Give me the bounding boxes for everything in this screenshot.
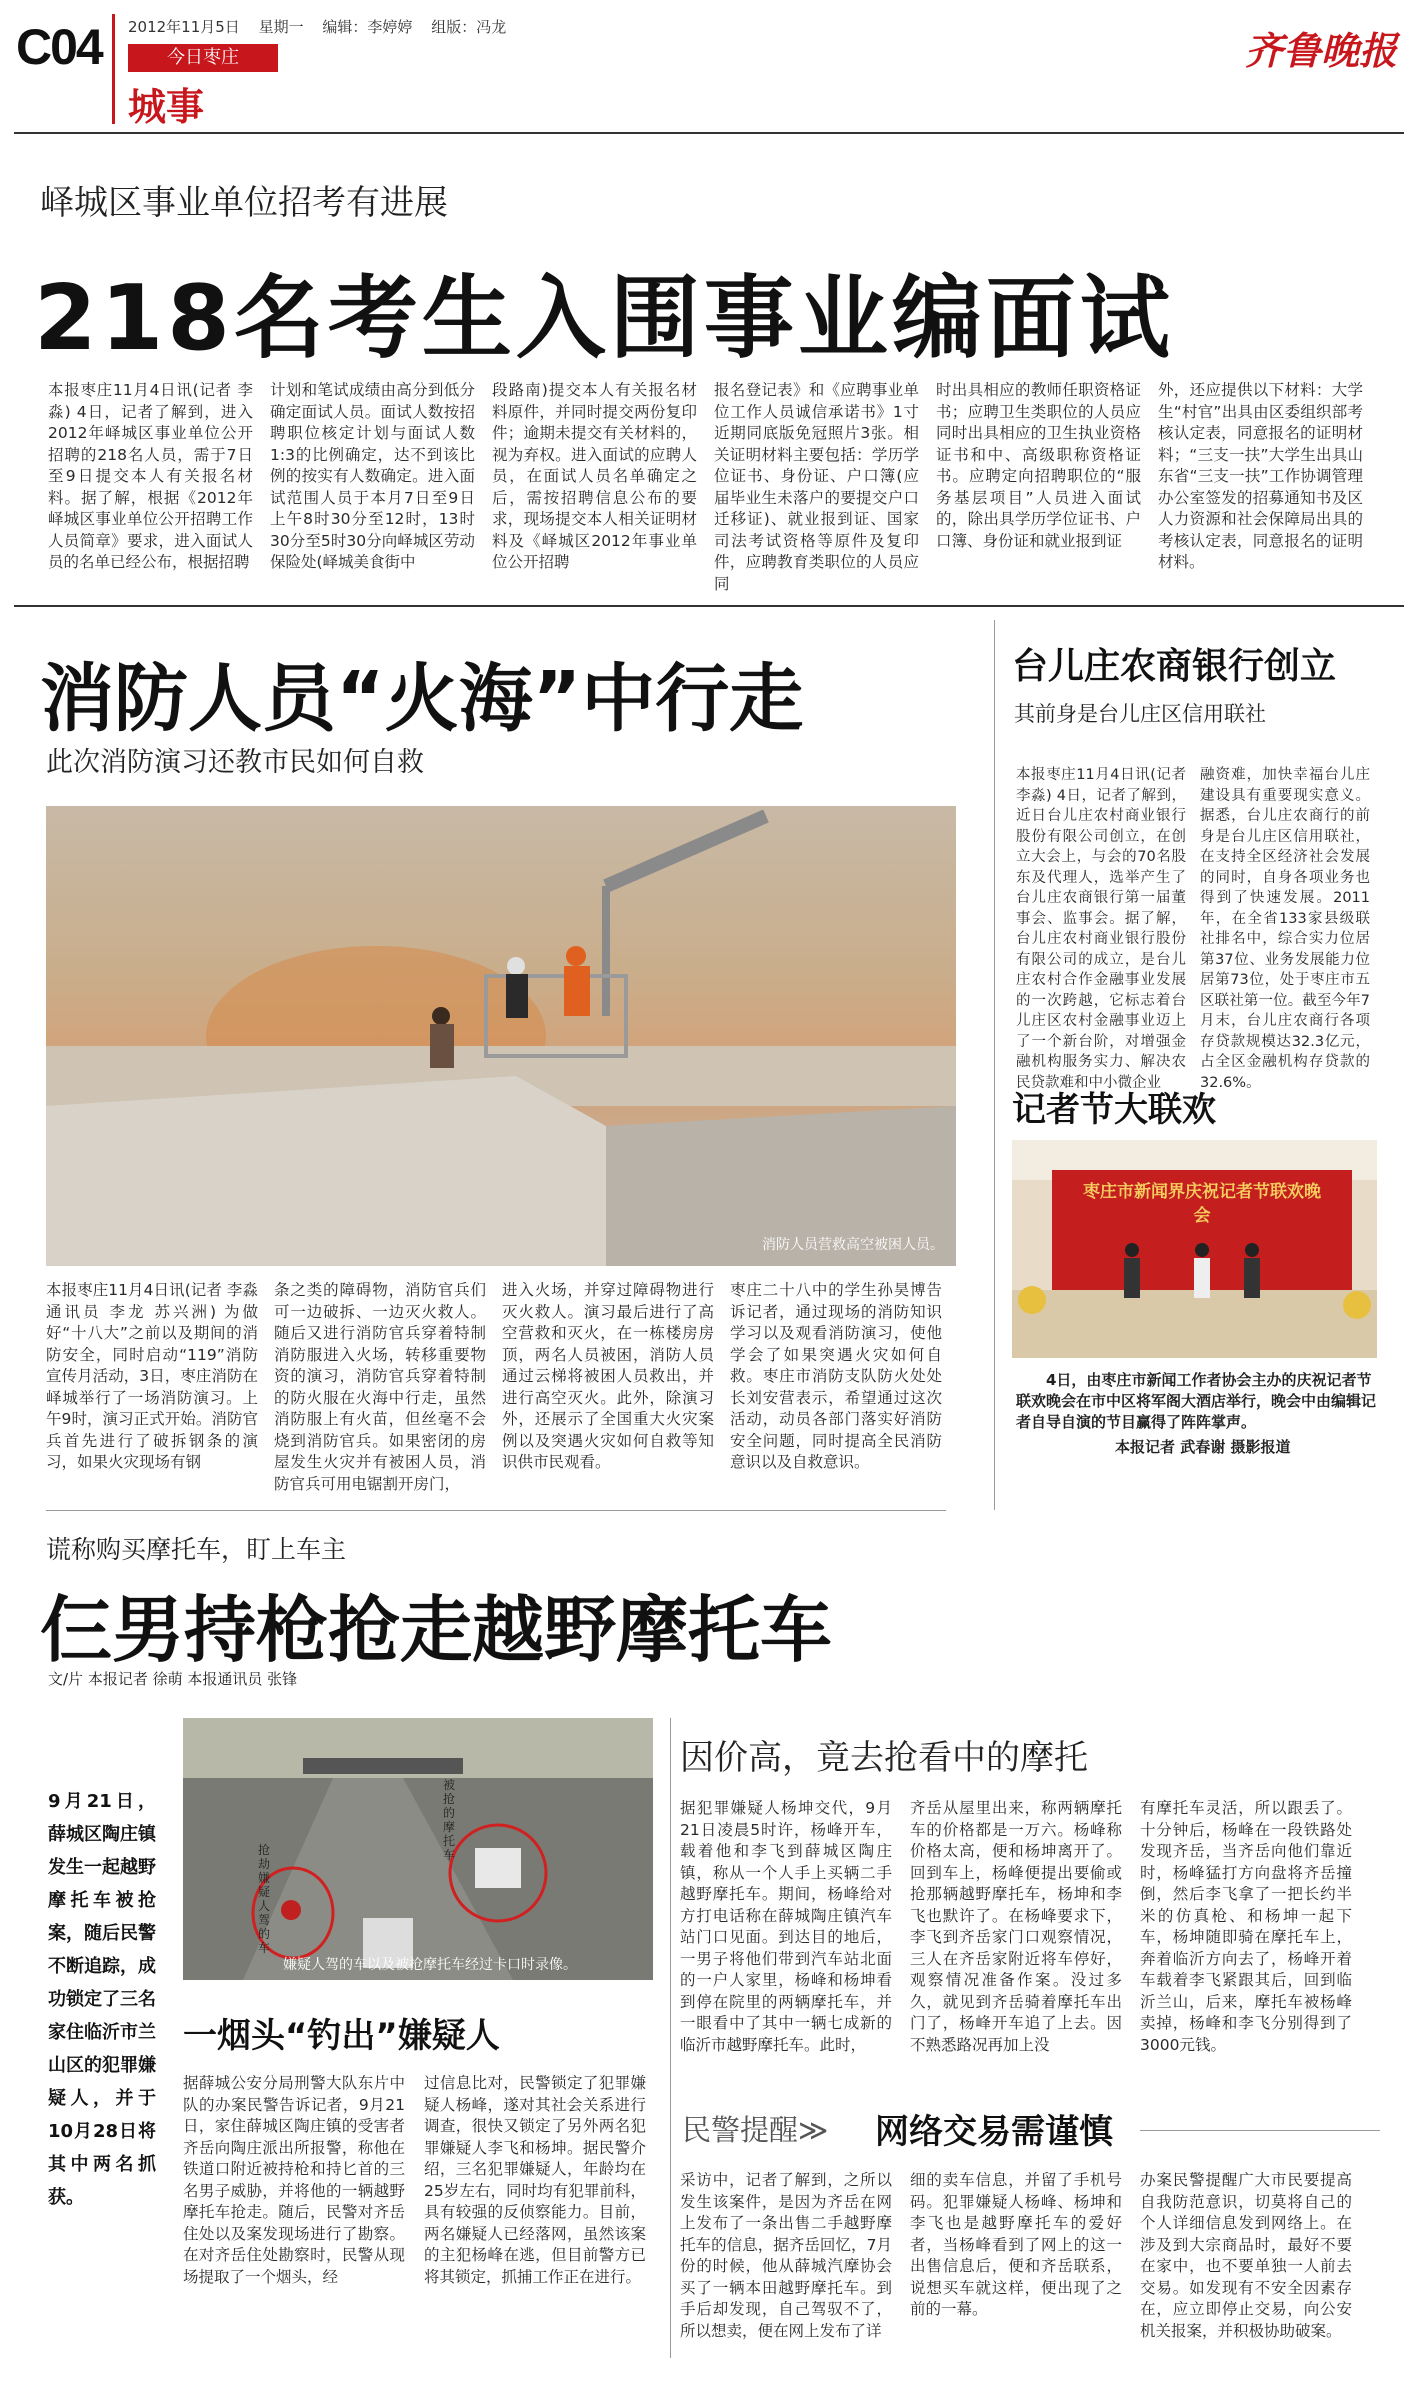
column-divider-2 xyxy=(670,1718,671,2358)
article2-col-3: 进入火场，并穿过障碍物进行灭火救人。演习最后进行了高空营救和灭火，在一栋楼房房顶，两名人员被困，消防人员通过云梯将被困人员救出，并进行高空灭火。此外，除演习外，还展示了全国重大火灾案例以及突遇火灾如何自救等知识供市民观看。 xyxy=(502,1281,714,1471)
sub1-col-1: 据薛城公安分局刑警大队东片中队的办案民警告诉记者，9月21日，家住薛城区陶庄镇的受害者齐岳向陶庄派出所报警，称他在铁道口附近被持枪和持匕首的三名男子威胁，并将他的一辆越野摩托车抢走。随后，民警对齐岳住处以及案发现场进行了勘察。在对齐岳住处勘察时，民警从现场提取了一个烟头，经 xyxy=(183,2074,405,2286)
article2-subhead: 此次消防演习还教市民如何自救 xyxy=(46,747,424,778)
sub2-col-1: 据犯罪嫌疑人杨坤交代，9月21日凌晨5时许，杨峰开车，载着他和李飞到薛城区陶庄镇，称从一个人手上买辆二手越野摩托车。期间，杨峰给对方打电话称在薛城陶庄镇汽车站门口见面。到达目的地后，一男子将他们带到汽车站北面的一户人家里，杨峰和杨坤看到停在院里的两辆摩托车，并一眼看中了其中一辆七成新的临沂市越野摩托车。此时， xyxy=(680,1799,892,2054)
issue-date: 2012年11月5日 xyxy=(128,18,240,36)
article1-kicker: 峄城区事业单位招考有进展 xyxy=(40,183,448,223)
section-rule xyxy=(14,605,1404,607)
sub3-col-2: 细的卖车信息，并留了手机号码。犯罪嫌疑人杨峰、杨坤和李飞也是越野摩托车的爱好者，当杨峰看到了网上的这一出售信息后，便和齐岳联系，说想买车就这样，便出现了之前的一幕。 xyxy=(910,2171,1122,2318)
masthead-logo: 齐鲁晚报 xyxy=(1245,28,1398,73)
gala-banner: 枣庄市新闻界庆祝记者节联欢晚会 xyxy=(1083,1182,1321,1226)
article5-byline: 文/片 本报记者 徐萌 本报通讯员 张锋 xyxy=(48,1670,298,1688)
article4-headline: 记者节大联欢 xyxy=(1012,1090,1216,1130)
gala-illustration xyxy=(1012,1140,1377,1358)
article3-subhead: 其前身是台儿庄区信用联社 xyxy=(1014,702,1266,726)
weekday: 星期一 xyxy=(258,18,304,36)
photo-label-car: 抢劫嫌疑人驾的车 xyxy=(258,1843,271,1955)
article-divider xyxy=(46,1510,946,1511)
sub3-col-1: 采访中，记者了解到，之所以发生该案件，是因为齐岳在网上发布了一条出售二手越野摩托车的信息，据齐岳回忆，7月份的时候，他从薛城汽摩协会买了一辆本田越野摩托车。到手后却发现，自己驾驭不了，所以想卖，便在网上发布了详 xyxy=(680,2171,892,2340)
article1-col-5: 时出具相应的教师任职资格证书；应聘卫生类职位的人员应同时出具相应的卫生执业资格证书和中、高级职称资格证书。应聘定向招聘职位的“服务基层项目”人员进入面试的，除出具学历学位证书、户口簿、身份证和就业报到证 xyxy=(936,381,1141,550)
page-code: C04 xyxy=(16,19,102,75)
gala-photo xyxy=(1012,1140,1377,1358)
sub2-col-2: 齐岳从屋里出来，称两辆摩托车的价格都是一万六。杨峰称价格太高，便和杨坤离开了。回到车上，杨峰便提出要偷或抢那辆越野摩托车，杨坤和李飞也默许了。在杨峰要求下，李飞到齐岳家门口观察情况，三人在齐岳家附近将车停好，观察情况准备作案。没过多久，就见到齐岳骑着摩托车出门了，杨峰开车追了上去。因不熟悉路况再加上没 xyxy=(910,1799,1122,2054)
sub1-col-2: 过信息比对，民警锁定了犯罪嫌疑人杨峰，遂对其社会关系进行调查，很快又锁定了另外两名犯罪嫌疑人李飞和杨坤。据民警介绍，三名犯罪嫌疑人，年龄均在25岁左右，同时均有犯罪前科，具有较强的反侦察能力。目前，两名嫌疑人已经落网，虽然该案的主犯杨峰在逃，但目前警方已将其锁定，抓捕工作正在进行。 xyxy=(424,2074,646,2286)
fire-drill-caption: 消防人员营救高空被困人员。 xyxy=(762,1237,944,1253)
sub3-col-3: 办案民警提醒广大市民要提高自我防范意识，切莫将自己的个人详细信息发到网络上。在涉及到大宗商品时，最好不要在家中，也不要单独一人前去交易。如发现有不安全因素存在，应立即停止交易，向公安机关报案，并积极协助破案。 xyxy=(1140,2171,1352,2340)
traffic-illustration xyxy=(183,1718,653,1980)
article2-col-4: 枣庄二十八中的学生孙昊博告诉记者，通过现场的消防知识学习以及观看消防演习，使他学会了如果突遇火灾如何自救。枣庄市消防支队防火处处长刘安营表示，希望通过这次活动，动员各部门落实好消防安全问题，同时提高全民消防意识以及自救意识。 xyxy=(730,1281,942,1471)
reminder-rule xyxy=(1140,2130,1380,2131)
traffic-caption: 嫌疑人驾的车以及被抢摩托车经过卡口时录像。 xyxy=(283,1957,577,1973)
subhead-high-price: 因价高，竟去抢看中的摩托 xyxy=(680,1738,1088,1778)
article2-col-1: 本报枣庄11月4日讯(记者 李淼 通讯员 李龙 苏兴洲) 为做好“十八大”之前以及期间的消防安全，同时启动“119”消防宣传月活动，3日，枣庄消防在峄城举行了一场消防演习。上午9时，演习正式开始。消防官兵首先进行了破拆钢条的演习，如果火灾现场有钢 xyxy=(46,1281,258,1471)
header-meta xyxy=(128,16,506,37)
article1-headline: 218名考生入围事业编面试 xyxy=(34,266,1174,371)
article1-col-3: 段路南)提交本人有关报名材料原件，并同时提交两份复印件；逾期未提交有关材料的，视为弃权。进入面试的应聘人员，在面试人员名单确定之后，需按招聘信息公布的要求，现场提交本人相关证明材料及《峄城区2012年事业单位公开招聘 xyxy=(492,381,697,571)
traffic-camera-photo xyxy=(183,1718,653,1980)
layout-editor: 组版：冯龙 xyxy=(431,18,507,36)
article1-col-1: 本报枣庄11月4日讯(记者 李淼) 4日，记者了解到，进入2012年峄城区事业单位公开招聘的218名人员，需于7日至9日提交本人有关报名材料。据了解，根据《2012年峄城区事业单位公开招聘工作人员简章》要求，进入面试人员的名单已经公布，根据招聘 xyxy=(48,381,253,571)
article3-col-1: 本报枣庄11月4日讯(记者 李淼) 4日，记者了解到，近日台儿庄农村商业银行股份有限公司创立，在创立大会上，与会的70名股东及代理人，选举产生了台儿庄农商银行第一届董事会、监事会。据了解，台儿庄农村商业银行股份有限公司的成立，是台儿庄农村合作金融事业发展的一次跨越，它标志着台儿庄区农村金融事业迈上了一个新台阶，对增强金融机构服务实力、解决农民贷款难和中小微企业 xyxy=(1016,767,1186,1091)
article3-col-2: 融资难，加快幸福台儿庄建设具有重要现实意义。据悉，台儿庄农商行的前身是台儿庄区信用联社，在支持全区经济社会发展的同时，自身各项业务也得到了快速发展。2011年，在全省133家县级联社排名中，综合实力位居第37位、业务发展能力位居第73位，处于枣庄市五区联社第一位。截至今年7月末，台儿庄农商行各项存贷款规模达32.3亿元，占全区金融机构存贷款的32.6%。 xyxy=(1200,767,1370,1091)
fire-drill-photo xyxy=(46,806,956,1266)
gala-credit: 本报记者 武春谢 摄影报道 xyxy=(1115,1438,1291,1456)
article2-headline: 消防人员“火海”中行走 xyxy=(40,656,804,742)
article2-col-2: 条之类的障碍物，消防官兵们可一边破拆、一边灭火救人。随后又进行消防官兵穿着特制消防服进入火场，转移重要物资的演习，消防官兵穿着特制的防火服在火海中行走，虽然消防服上有火苗，但丝毫不会烧到消防官兵。如果密闭的房屋发生火灾并有被困人员，消防官兵可用电锯割开房门， xyxy=(274,1281,486,1493)
header-divider xyxy=(112,14,115,124)
subhead-online-trade: 网络交易需谨慎 xyxy=(875,2112,1113,2152)
column-divider xyxy=(994,620,995,1510)
police-reminder-label: 民警提醒≫ xyxy=(682,2113,829,2147)
editor: 编辑：李婷婷 xyxy=(322,18,413,36)
article5-lead: 9月21日，薛城区陶庄镇发生一起越野摩托车被抢案，随后民警不断追踪，成功锁定了三名家住临沂市兰山区的犯罪嫌疑人，并于10月28日将其中两名抓获。 xyxy=(48,1791,156,2208)
article1-col-2: 计划和笔试成绩由高分到低分确定面试人员。面试人数按招聘职位核定计划与面试人数1:3的比例确定，达不到该比例的按实有人数确定。进入面试范围人员于本月7日至9日上午8时30分至12时，13时30分至5时30分向峄城区劳动保险处(峄城美食街中 xyxy=(270,381,475,571)
fire-drill-illustration xyxy=(46,806,956,1266)
article3-headline: 台儿庄农商银行创立 xyxy=(1012,646,1337,687)
section-tag: 今日枣庄 xyxy=(128,44,278,72)
article1-col-6: 外，还应提供以下材料：大学生“村官”出具由区委组织部考核认定表，同意报名的证明材料；“三支一扶”大学生出具山东省“三支一扶”工作协调管理办公室签发的招募通知书及区人力资源和社会保障局出具的考核认定表，同意报名的证明材料。 xyxy=(1158,381,1363,571)
gala-caption: 4日，由枣庄市新闻工作者协会主办的庆祝记者节联欢晚会在市中区将军阁大酒店举行，晚会中由编辑记者自导自演的节目赢得了阵阵掌声。 xyxy=(1016,1371,1377,1431)
article5-kicker: 谎称购买摩托车，盯上车主 xyxy=(46,1535,347,1564)
sub2-col-3: 有摩托车灵活，所以跟丢了。十分钟后，杨峰在一段铁路处发现齐岳，当齐岳向他们靠近时，杨峰猛打方向盘将齐岳撞倒，然后李飞拿了一把长约半米的仿真枪、和杨坤一起下车，杨坤随即骑在摩托车上，奔着临沂方向去了，杨峰开着车载着李飞紧跟其后，回到临沂兰山，后来，摩托车被杨峰卖掉，杨峰和李飞分别得到了3000元钱。 xyxy=(1140,1799,1352,2054)
article5-headline: 仨男持枪抢走越野摩托车 xyxy=(40,1588,833,1672)
photo-label-motorcycle: 被抢的摩托车 xyxy=(443,1778,456,1862)
header-rule xyxy=(14,132,1404,134)
article1-col-4: 报名登记表》和《应聘事业单位工作人员诚信承诺书》1寸近期同底版免冠照片3张。相关证明材料主要包括：学历学位证书、身份证、户口簿(应届毕业生未落户的要提交户口迁移证)、就业报到证、国家司法考试资格等原件及复印件，应聘教育类职位的人员应同 xyxy=(714,381,919,593)
section-title: 城事 xyxy=(128,85,205,129)
subhead-cigarette: 一烟头“钓出”嫌疑人 xyxy=(183,2016,500,2056)
